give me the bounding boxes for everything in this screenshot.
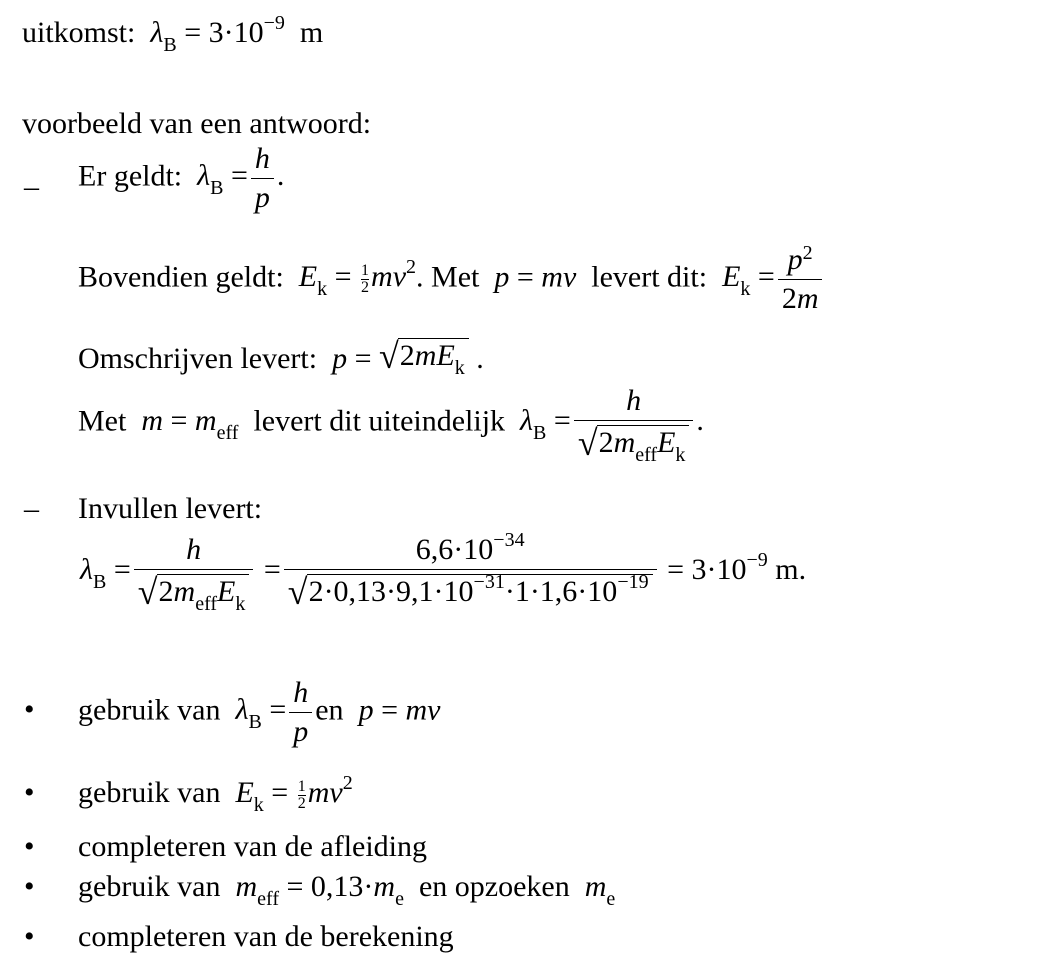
formula-p-mv-criterion: p = mv — [358, 693, 441, 727]
formula-p-mv: p = mv — [494, 260, 577, 294]
formula-me-criterion: $m_e$ — [584, 870, 616, 910]
bullet-4: • — [24, 870, 35, 903]
line2-text-c: levert dit: — [591, 260, 708, 294]
formula-meff-criterion: $m_{eff} = 0,13\cdot m_e$ — [235, 870, 404, 910]
formula-lambda-h-over-p: $\lambda_B$ = $\frac{h}{p}$ . — [197, 142, 285, 214]
calc-denominator-b: ·1·1,6·10 — [504, 575, 618, 608]
line2-text-a: Bovendien geldt: — [78, 260, 284, 294]
answer-formula: $\lambda_B = 3\cdot 10^{-9}$ — [150, 12, 285, 56]
dash-marker-2: – — [24, 492, 39, 525]
bullet-5: • — [24, 920, 35, 953]
bullet-2: • — [24, 776, 35, 809]
criterion-2 — [24, 772, 353, 816]
dash-marker-1: – — [24, 170, 39, 203]
formula-lambda-substituted: $\lambda_B$ = h √ $2m_{eff}E_k$ = $6,6\cdot 10^{-34}$ √ $2\cdot 0,13\cdot 9,1\cdot 10^{-31}\cdot 1\cdot 1,6\cdot 10^{-19}$ — [80, 553, 660, 586]
formula-p-sqrt: p = √ $2mE_k$ . — [332, 336, 484, 379]
calc-denominator-a: 2·0,13·9,1·10 — [308, 575, 474, 608]
example-line-5: Invullen levert: — [78, 492, 263, 525]
criterion-5 — [24, 922, 454, 952]
criterion-1-text-b: en — [315, 693, 344, 727]
calc-numerator: 6,6·10 — [415, 533, 494, 566]
calc-result: = $3\cdot 10^{-9}$ m. — [667, 549, 807, 587]
example-line-1 — [78, 144, 284, 213]
criterion-5-text-a: completeren van de berekening — [78, 920, 454, 953]
formula-m-meff: $m = m_{eff}$ — [141, 404, 239, 445]
line1-text: Er geldt: — [78, 159, 183, 193]
criterion-3 — [24, 832, 427, 862]
line3-text: Omschrijven levert: — [78, 342, 318, 375]
bullet-1: • — [24, 693, 35, 727]
answer-unit: m — [299, 16, 324, 49]
example-line-3 — [78, 336, 484, 379]
criterion-1-text-a: gebruik van — [78, 693, 221, 727]
formula-ek-p2-over-2m: $E_k$ = $\frac{p^2}{2m}$ — [715, 260, 826, 293]
answer-label: uitkomst: — [22, 16, 136, 49]
example-line-4 — [78, 384, 704, 466]
formula-lambda-h-p-criterion: $\lambda_B$ = $\frac{h}{p}$ — [228, 693, 315, 726]
formula-ek-criterion: $E_k$ = $\frac{1}{2}$ $mv^2$ — [235, 772, 353, 816]
calculation-line — [80, 529, 807, 615]
line4-text-a: Met — [78, 404, 127, 438]
criterion-4-text-a: gebruik van — [78, 870, 221, 903]
line4-text-b: levert dit uiteindelijk — [253, 404, 506, 438]
criterion-4-text-b: en opzoeken — [418, 870, 570, 903]
formula-ek-half-mv2: $E_k$ = $\frac{1}{2}$ $mv^2$ — [298, 256, 417, 301]
criterion-3-text-a: completeren van de afleiding — [78, 830, 428, 863]
criterion-1 — [24, 678, 440, 747]
example-heading: voorbeeld van een antwoord: — [22, 107, 372, 140]
criterion-2-text-a: gebruik van — [78, 776, 221, 809]
example-line-2 — [78, 242, 825, 315]
criterion-4 — [24, 870, 616, 910]
answer-line — [22, 12, 324, 56]
formula-lambda-final: $\lambda_B$ = h √ $2m_{eff}E_k$ . — [520, 384, 704, 466]
bullet-3: • — [24, 830, 35, 863]
line2-text-b: . Met — [416, 260, 480, 294]
